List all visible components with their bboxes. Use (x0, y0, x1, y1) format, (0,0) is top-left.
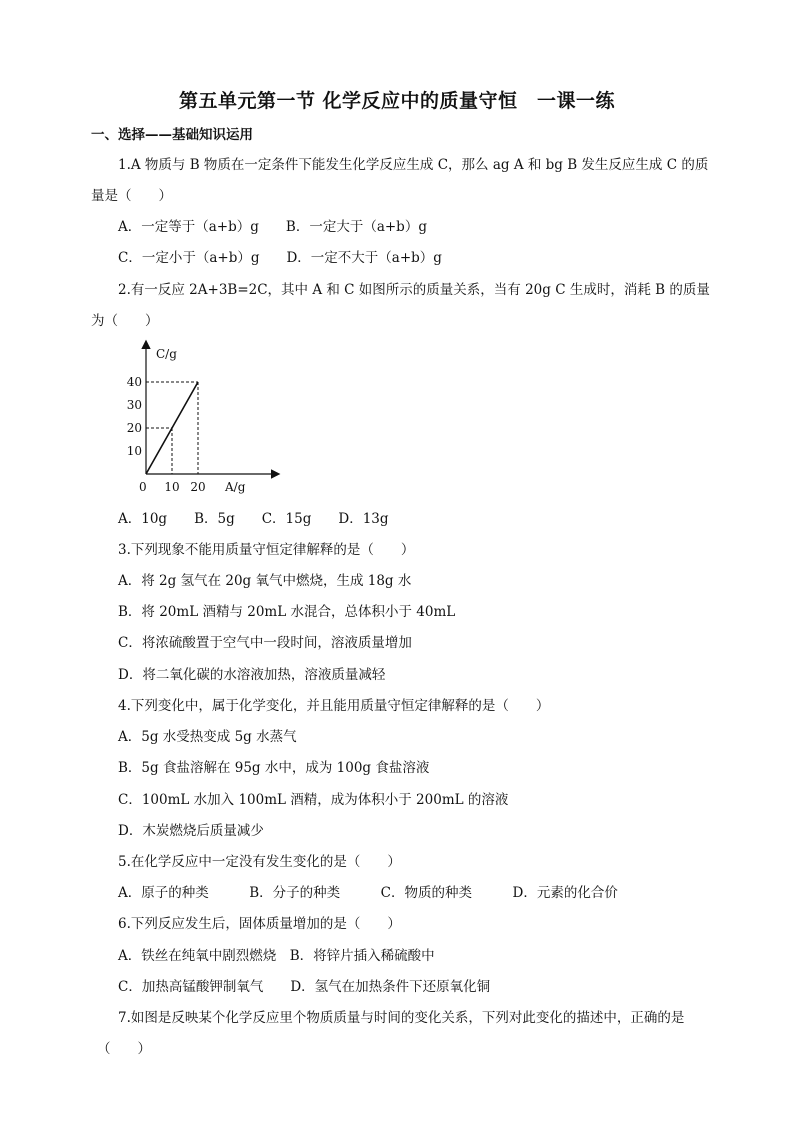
q7-stem-line1: 7.如图是反映某个化学反应里个物质质量与时间的变化关系，下列对此变化的描述中，正确的是 (118, 1010, 685, 1026)
q5-stem: 5.在化学反应中一定没有发生变化的是（ ） (118, 854, 401, 870)
q6-stem: 6.下列反应发生后，固体质量增加的是（ ） (118, 916, 401, 932)
q4-option-a: A．5g 水受热变成 5g 水蒸气 (118, 729, 297, 745)
q2-options: A．10g B．5g C．15g D．13g (118, 511, 389, 527)
mass-relation-chart (120, 338, 290, 498)
q1-stem-line2: 量是（ ） (91, 188, 172, 204)
x-tick-label: 10 (164, 480, 180, 494)
q4-option-c: C．100mL 水加入 100mL 酒精，成为体积小于 200mL 的溶液 (118, 792, 509, 808)
y-axis-label: C/g (156, 347, 177, 361)
origin-label: 0 (139, 480, 147, 494)
q3-option-b: B．将 20mL 酒精与 20mL 水混合，总体积小于 40mL (118, 604, 456, 620)
page-title: 第五单元第一节 化学反应中的质量守恒 一课一练 (178, 90, 616, 112)
q2-stem-line1: 2.有一反应 2A+3B=2C，其中 A 和 C 如图所示的质量关系，当有 20g C 生成时，消耗 B 的质量 (118, 282, 710, 298)
q6-options-row2: C．加热高锰酸钾制氧气 D．氢气在加热条件下还原氧化铜 (118, 979, 491, 995)
q2-stem-line2: 为（ ） (91, 313, 159, 329)
q1-options-row2: C．一定小于（a+b）g D．一定不大于（a+b）g (118, 250, 442, 266)
q1-options-row1: A．一定等于（a+b）g B．一定大于（a+b）g (118, 219, 427, 235)
q1-stem-line1: 1.A 物质与 B 物质在一定条件下能发生化学反应生成 C，那么 ag A 和 bg B 发生反应生成 C 的质 (118, 157, 709, 173)
x-axis-label: A/g (225, 480, 246, 494)
y-tick-label: 20 (126, 421, 142, 435)
q4-stem: 4.下列变化中，属于化学变化，并且能用质量守恒定律解释的是（ ） (118, 698, 550, 714)
q3-option-d: D．将二氧化碳的水溶液加热，溶液质量减轻 (118, 667, 386, 683)
q3-option-a: A．将 2g 氢气在 20g 氧气中燃烧，生成 18g 水 (118, 573, 412, 589)
q3-option-c: C．将浓硫酸置于空气中一段时间，溶液质量增加 (118, 635, 412, 651)
y-tick-label: 40 (126, 375, 142, 389)
q6-options-row1: A．铁丝在纯氧中剧烈燃烧 B．将锌片插入稀硫酸中 (118, 948, 435, 964)
y-tick-label: 10 (126, 444, 142, 458)
y-tick-label: 30 (126, 398, 142, 412)
q4-option-d: D．木炭燃烧后质量减少 (118, 823, 264, 839)
q5-options: A．原子的种类 B．分子的种类 C．物质的种类 D．元素的化合价 (118, 885, 618, 901)
q4-option-b: B．5g 食盐溶解在 95g 水中，成为 100g 食盐溶液 (118, 760, 430, 776)
q7-stem-line2: （ ） (97, 1041, 151, 1057)
q3-stem: 3.下列现象不能用质量守恒定律解释的是（ ） (118, 542, 415, 558)
section-heading: 一、选择——基础知识运用 (91, 127, 253, 143)
x-tick-label: 20 (190, 480, 206, 494)
